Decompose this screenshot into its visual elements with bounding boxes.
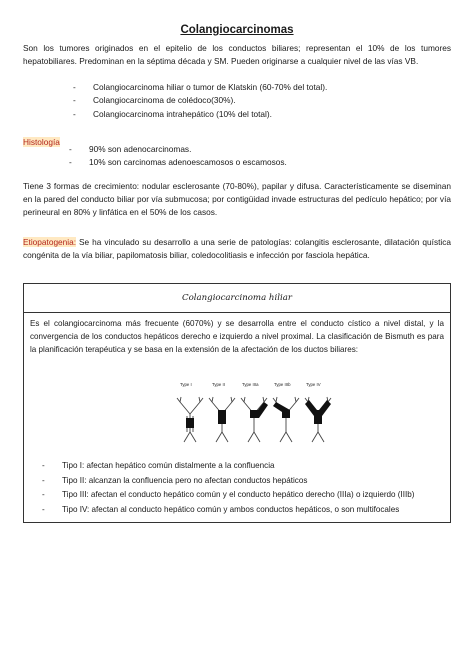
figure-label: Type II <box>212 382 225 387</box>
page-title: Colangiocarcinomas <box>180 24 294 36</box>
growth-paragraph: Tiene 3 formas de crecimiento: nodular esclerosante (70-80%), papilar y difusa. Característicamente se diseminan en la pared del conducto biliar por vía submucosa; por contigüidad invade estructuras del pedículo hepático; por vía perineural en 80% y linfática en el 50% de los casos. <box>23 181 451 217</box>
types-list <box>73 81 443 121</box>
list-item: - Colangiocarcinoma de colédoco(30%). <box>73 94 443 107</box>
list-item: - Colangiocarcinoma hiliar o tumor de Klatskin (60-70% del total). <box>73 81 443 94</box>
etiopatogenia-label: Etiopatogenia: <box>23 237 77 247</box>
box-paragraph: Es el colangiocarcinoma más frecuente (6070%) y se desarrolla entre el conducto cístico a nivel distal, y la convergencia de los conductos hepáticos derecho e izquierdo a nivel proximal. La clasificación de Bismuth es para la planificación terapéutica y se basa en la extensión de la afectación de los ductos biliares: <box>30 319 444 355</box>
etiopatogenia-text: Se ha vinculado su desarrollo a una serie de patologías: colangitis esclerosante, dilatación quística congénita de la vía biliar, papilomatosis biliar, coledocolitiasis e infección por fasciola hepática. <box>23 237 451 260</box>
histologia-list <box>69 143 439 170</box>
list-item: - Tipo IV: afectan al conducto hepático común y ambos conductos hepáticos, o son multifocales <box>42 503 442 518</box>
hilar-cholangiocarcinoma-box <box>23 283 451 523</box>
histologia-label: Histología <box>23 137 60 147</box>
list-item: - Tipo II: alcanzan la confluencia pero no afectan conductos hepáticos <box>42 474 442 489</box>
type-iv-tumor <box>305 400 331 424</box>
type-iiia-tumor <box>250 402 268 418</box>
list-item: - 90% son adenocarcinomas. <box>69 143 439 156</box>
list-item: - 10% son carcinomas adenoescamosos o escamosos. <box>69 156 439 169</box>
list-item: - Tipo III: afectan el conducto hepático común y el conducto hepático derecho (IIIa) o izquierdo (IIIb) <box>42 488 442 503</box>
figure-label: Type IIIb <box>274 382 291 387</box>
figure-label: Type IIIa <box>242 382 259 387</box>
bismuth-classification-figure <box>176 380 336 446</box>
list-item: - Tipo I: afectan hepático común distalmente a la confluencia <box>42 459 442 474</box>
figure-label: Type I <box>180 382 192 387</box>
intro-paragraph: Son los tumores originados en el epitelio de los conductos biliares; representan el 10% de los tumores hepatobiliares. Predominan en la séptima década y SM. Pueden originarse a cualquier nivel de las vías VB. <box>23 43 451 66</box>
list-item: - Colangiocarcinoma intrahepático (10% del total). <box>73 108 443 121</box>
type-ii-tumor <box>218 410 226 424</box>
type-iiib-tumor <box>273 402 290 418</box>
box-heading: Colangiocarcinoma hiliar <box>24 284 450 313</box>
bismuth-list <box>42 459 442 517</box>
figure-label: Type IV <box>306 382 321 387</box>
etiopatogenia-paragraph <box>23 236 451 262</box>
type-i-tumor <box>186 418 194 428</box>
